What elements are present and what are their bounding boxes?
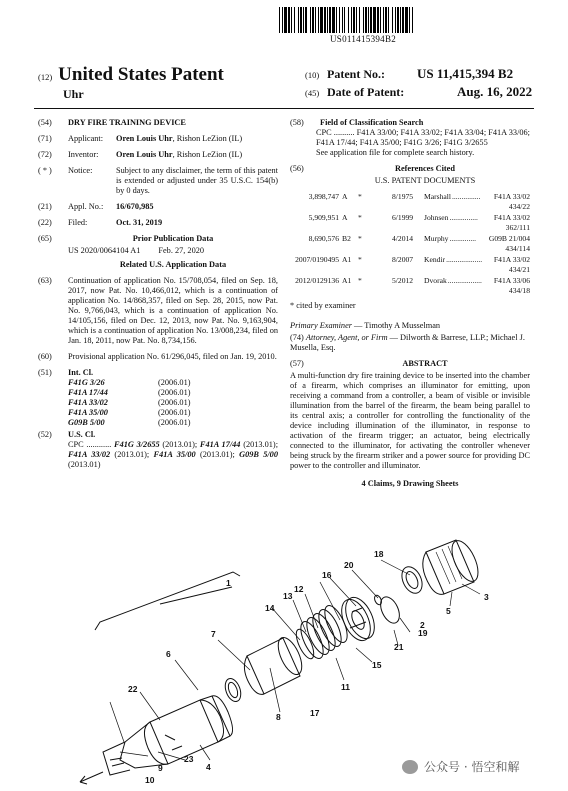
coil-part <box>293 602 352 661</box>
ref-number: 3,898,747 <box>308 192 339 201</box>
field-65: (65) Prior Publication Data <box>38 234 278 244</box>
label-8: 8 <box>276 712 281 722</box>
ref-name-class <box>424 213 530 223</box>
cited-note: * cited by examiner <box>290 301 356 310</box>
abstract-text: A multi-function dry fire training device to be inserted into the chamber of a firearm, which comprises an illuminator for emitting, upon receiving a command from a controller, a beam of visible or invisible illumination from the barrel of the firearm, the beam being parallel to its central axis; a controller for controlling the functionality of the device including illumination of the illuminator, in response to activation of the firearm trigger; an actuator, being electrically connected to the illuminator, for activating the controller whenever being struck by the firearm striker and a power source for providing DC power to the controller and illuminator. <box>290 371 530 470</box>
ref-date: 8/2007 <box>392 255 414 264</box>
ref-subclass: 434/18 <box>508 285 530 295</box>
field-57: (57) ABSTRACT <box>290 359 530 369</box>
inventor-name: Oren Louis Uhr <box>116 150 173 159</box>
ref-class: F41A 33/02 <box>493 192 530 201</box>
ref-subclass: 434/22 <box>508 201 530 211</box>
application-number: 16/670,985 <box>116 202 154 211</box>
prior-publication: US 2020/0064104 A1 Feb. 27, 2020 <box>68 246 205 255</box>
ref-kind: B2 <box>342 234 351 243</box>
ref-number: 2012/0129136 <box>295 276 339 285</box>
bracket-1 <box>95 572 240 630</box>
field-54: (54) DRY FIRE TRAINING DEVICE <box>38 118 278 128</box>
leader-lines <box>110 560 480 760</box>
patent-date: Aug. 16, 2022 <box>457 84 533 99</box>
provisional-text: Provisional application No. 61/296,045, filed on Jan. 19, 2010. <box>68 352 277 361</box>
references-list <box>290 192 530 295</box>
references-heading: References Cited <box>395 164 455 173</box>
ref-kind: A <box>342 213 348 222</box>
ref-kind: A <box>342 192 348 201</box>
label-9: 9 <box>158 763 163 773</box>
label-5: 5 <box>446 606 451 616</box>
field-search-cpc: CPC .......... F41A 33/00; F41A 33/02; F41A 33/04; F41A 33/06; F41A 17/44; F41A 35/00; F41G 3/26; F41G 3/2655 <box>316 128 530 147</box>
ref-name: Kendir <box>424 255 446 264</box>
ref-class: F41A 33/02 <box>493 213 530 222</box>
disk-part <box>336 593 380 645</box>
label-4: 4 <box>206 762 211 772</box>
ref-dots: .............. <box>449 234 477 243</box>
field-56: (56) References Cited <box>290 164 530 174</box>
abstract-heading: ABSTRACT <box>402 359 448 368</box>
label-2: 2 <box>420 620 425 630</box>
label-15: 15 <box>372 660 382 670</box>
related-heading: Related U.S. Application Data <box>119 260 227 269</box>
ref-star: * <box>358 213 362 222</box>
label-10: 10 <box>145 775 155 785</box>
lens-21 <box>377 594 403 626</box>
ref-subclass: 434/114 <box>505 243 530 253</box>
ref-star: * <box>358 234 362 243</box>
ref-star: * <box>358 276 362 285</box>
us-cl-heading: U.S. Cl. <box>68 430 96 439</box>
ref-name-class <box>424 234 530 244</box>
barcode <box>279 7 523 33</box>
field-63: (63) Continuation of application No. 15/708,054, filed on Sep. 18, 2017, now Pat. No. 10,466,012, which is a continuation of application No. 14/868,357, filed on Sep. 28, 2015, now Pat. No. 9,766,043, which is a continuation of application No. 14/105,156, filed on Dec. 12, 2013, now Pat. No. 9,163,904, which is a continuation of application No. 13/008,234, filed on Jan. 18, 2011, now Pat. No. 8,734,156. <box>38 276 278 345</box>
header-left <box>38 64 224 102</box>
cap-part <box>423 537 484 594</box>
reference-row <box>290 276 530 286</box>
patent-no-code: (10) <box>305 70 320 80</box>
reference-row <box>290 192 530 202</box>
ref-kind: A1 <box>342 255 352 264</box>
publication-number: US011415394B2 <box>330 34 397 44</box>
claims-line: 4 Claims, 9 Drawing Sheets <box>361 479 459 488</box>
field-51: (51) Int. Cl. <box>38 368 278 378</box>
ring-part-18 <box>398 564 426 597</box>
ref-star: * <box>358 255 362 264</box>
label-21: 21 <box>394 642 404 652</box>
battery-part <box>244 634 306 694</box>
ref-star: * <box>358 192 362 201</box>
ref-dots: ................... <box>446 255 483 264</box>
applicant-name: Oren Louis Uhr <box>116 134 173 143</box>
field-22: (22) Filed: Oct. 31, 2019 <box>38 218 278 228</box>
date-code: (45) <box>305 88 320 98</box>
us-cl-cpc: CPC ............ F41G 3/2655 (2013.01); F41A 17/44 (2013.01); F41A 33/02 (2013.01); F41A 35/00 (2013.01); G09B 5/00 (2013.01) <box>68 440 278 469</box>
ref-subclass: 362/111 <box>505 222 530 232</box>
barcode-bar <box>413 7 415 33</box>
field-72: (72) Inventor: Oren Louis Uhr, Rishon LeZion (IL) <box>38 150 243 159</box>
prior-publication-heading: Prior Publication Data <box>132 234 214 243</box>
int-cl-list: F41G 3/26 (2006.01) F41A 17/44 (2006.01) F41A 33/02 (2006.01) F41A 35/00 (2006.01) G09B 5/00 (2006.01) <box>68 378 191 427</box>
notice-text: Subject to any disclaimer, the term of this patent is extended or adjusted under 35 U.S.C. 154(b) by 0 days. <box>116 166 278 195</box>
field-71: (71) Applicant: Oren Louis Uhr, Rishon LeZion (IL) <box>38 134 243 143</box>
ref-dots: ............... <box>449 213 478 222</box>
left-column <box>38 118 278 470</box>
label-13: 13 <box>283 591 293 601</box>
label-6: 6 <box>166 649 171 659</box>
reference-row <box>290 213 530 223</box>
label-14: 14 <box>265 603 275 613</box>
label-17: 17 <box>310 708 320 718</box>
ref-subclass: 434/21 <box>508 264 530 274</box>
reference-row <box>290 234 530 244</box>
ref-number: 5,909,951 <box>308 213 339 222</box>
field-58: (58) Field of Classification Search <box>290 118 530 128</box>
arrow-10 <box>80 772 103 784</box>
ref-name: Johnsen <box>424 213 449 222</box>
ref-date: 5/2012 <box>392 276 414 285</box>
label-11: 11 <box>341 682 350 692</box>
field-60: (60) Provisional application No. 61/296,045, filed on Jan. 19, 2010. <box>38 352 277 361</box>
header-right <box>305 66 532 102</box>
inventor-surname: Uhr <box>63 87 84 101</box>
label-1: 1 <box>226 578 231 588</box>
label-3: 3 <box>484 592 489 602</box>
tip-part <box>103 722 168 775</box>
ref-class: F41A 33/02 <box>493 255 530 264</box>
primary-examiner: Primary Examiner — Timothy A Musselman <box>290 321 441 330</box>
ref-number: 8,690,576 <box>308 234 339 243</box>
label-23: 23 <box>184 754 194 764</box>
patent-no-label: Patent No.: <box>327 67 385 81</box>
reference-row <box>290 255 530 265</box>
field-21: (21) Appl. No.: 16/670,985 <box>38 202 278 212</box>
barrel-part <box>144 696 232 764</box>
ref-name: Dvorak <box>424 276 447 285</box>
label-7: 7 <box>211 629 216 639</box>
label-16: 16 <box>322 570 332 580</box>
us-patent-documents-heading: U.S. PATENT DOCUMENTS <box>374 176 476 185</box>
header-rule <box>34 108 534 109</box>
date-label: Date of Patent: <box>327 85 405 99</box>
ref-date: 4/2014 <box>392 234 414 243</box>
watermark <box>402 758 519 775</box>
ref-date: 8/1975 <box>392 192 414 201</box>
ref-dots: ............... <box>452 192 481 201</box>
type-code: (12) <box>38 72 53 82</box>
ref-date: 6/1999 <box>392 213 414 222</box>
label-12: 12 <box>294 584 304 594</box>
ref-dots: .................. <box>447 276 482 285</box>
int-cl-heading: Int. Cl. <box>68 368 94 377</box>
field-notice: ( * ) Notice: Subject to any disclaimer, the term of this patent is extended or adjusted under 35 U.S.C. 154(b) by 0 days. <box>38 166 278 195</box>
continuation-text: Continuation of application No. 15/708,054, filed on Sep. 18, 2017, now Pat. No. 10,466,012, which is a continuation of application No. 14/868,357, filed on Sep. 28, 2015, now Pat. No. 9,766,043, which is a continuation of application No. 14/105,156, filed on Dec. 12, 2013, now Pat. No. 9,163,904, which is a continuation of application No. 13/008,234, filed on Jan. 18, 2011, now Pat. No. 8,734,156. <box>68 276 278 345</box>
ref-name: Marshall <box>424 192 451 201</box>
invention-title: DRY FIRE TRAINING DEVICE <box>68 118 186 127</box>
o-ring-part <box>222 676 243 703</box>
label-19: 19 <box>418 628 428 638</box>
patent-number: US 11,415,394 B2 <box>417 66 514 81</box>
field-search-note: See application file for complete search history. <box>316 148 475 157</box>
ref-class: F41A 33/06 <box>493 276 530 285</box>
right-column <box>290 118 530 489</box>
ref-number: 2007/0190495 <box>295 255 339 264</box>
watermark-text: 公众号 · 悟空和解 <box>424 760 520 774</box>
ref-name: Murphy <box>424 234 449 243</box>
filed-date: Oct. 31, 2019 <box>116 218 163 227</box>
small-ring-20 <box>373 594 383 606</box>
ref-name-class <box>424 276 530 286</box>
wechat-icon <box>402 760 418 774</box>
attorney: (74) Attorney, Agent, or Firm — Dilworth & Barrese, LLP.; Michael J. Musella, Esq. <box>290 333 525 352</box>
label-20: 20 <box>344 560 354 570</box>
field-52: (52) U.S. Cl. <box>38 430 278 440</box>
label-18: 18 <box>374 549 384 559</box>
label-22: 22 <box>128 684 138 694</box>
ref-name-class <box>424 192 530 202</box>
ref-class: G09B 21/004 <box>488 234 530 243</box>
patent-title: United States Patent <box>58 64 224 85</box>
ref-name-class <box>424 255 530 265</box>
ref-kind: A1 <box>342 276 352 285</box>
field-search-heading: Field of Classification Search <box>320 118 424 127</box>
